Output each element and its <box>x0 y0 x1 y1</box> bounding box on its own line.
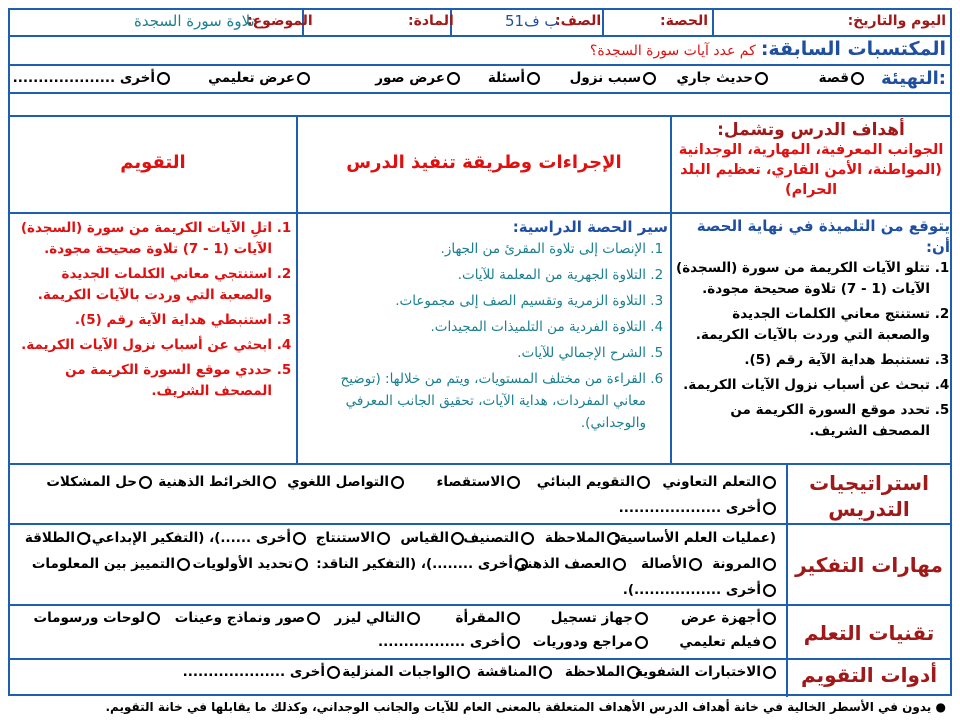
evaluation-item: 1. اتلِ الآيات الكريمة من سورة (السجدة) الآيات (1 - 7) تلاوة صحيحة مجودة. <box>14 218 272 260</box>
procedure-item: 4. التلاوة الفردية من التلميذات المجيدات. <box>304 316 646 338</box>
warmup-option[interactable]: قصة <box>819 70 864 86</box>
warmup-label: التهيئة: <box>881 68 946 89</box>
warmup-option[interactable]: عرض تعليمي <box>208 70 310 86</box>
topic-label: الموضوع: <box>247 13 313 29</box>
radio-circle-icon <box>763 584 776 597</box>
radio-circle-icon <box>293 532 306 545</box>
bullet-icon: ● <box>935 700 946 714</box>
objective-item: 2. تستنتج معاني الكلمات الجديدة والصعبة التي وردت بالآيات الكريمة. <box>676 304 930 346</box>
radio-circle-icon <box>763 502 776 515</box>
radio-circle-icon <box>507 636 520 649</box>
class-label: الصف: <box>555 13 602 29</box>
thinking-option[interactable]: الطلاقة <box>25 530 90 546</box>
objectives-title: أهداف الدرس وتشمل: <box>717 120 905 140</box>
radio-circle-icon <box>613 558 626 571</box>
radio-circle-icon <box>139 476 152 489</box>
warmup-option[interactable]: عرض صور <box>375 70 460 86</box>
objective-item: 1. تتلو الآيات الكريمة من سورة (السجدة) الآيات (1 - 7) تلاوة صحيحة مجودة. <box>676 258 930 300</box>
procedure-item: 3. التلاوة الزمرية وتقسيم الصف إلى مجموعات. <box>304 290 646 312</box>
radio-circle-icon <box>297 72 310 85</box>
radio-circle-icon <box>147 612 160 625</box>
thinking-option[interactable]: التمييز بين المعلومات <box>32 556 190 572</box>
radio-circle-icon <box>763 636 776 649</box>
technique-option[interactable]: مراجع ودوريات <box>533 634 648 650</box>
strategy-option[interactable]: التواصل اللغوي <box>287 474 404 490</box>
technique-option[interactable]: المقرأة <box>456 610 520 626</box>
warmup-option[interactable]: سبب نزول <box>570 70 656 86</box>
radio-circle-icon <box>763 612 776 625</box>
technique-option[interactable]: التالي ليزر <box>335 610 420 626</box>
objectives-list <box>676 216 950 446</box>
radio-circle-icon <box>157 72 170 85</box>
footer-note <box>106 700 947 714</box>
thinking-option[interactable]: الأصالة <box>641 556 702 572</box>
radio-circle-icon <box>507 476 520 489</box>
radio-circle-icon <box>177 558 190 571</box>
technique-option[interactable]: صور ونماذج وعينات <box>175 610 320 626</box>
procedure-item: 2. التلاوة الجهرية من المعلمة للآيات. <box>304 264 646 286</box>
radio-circle-icon <box>539 666 552 679</box>
strategies-label: استراتيجيات التدريس <box>809 471 929 521</box>
procedures-title: الإجراءات وطريقة تنفيذ الدرس <box>346 152 622 173</box>
radio-circle-icon <box>521 532 534 545</box>
radio-circle-icon <box>515 558 528 571</box>
procedure-item: 1. الإنصات إلى تلاوة المقرئ من الجهاز. <box>304 238 646 260</box>
thinking-option[interactable]: العصف الذهني <box>514 556 626 572</box>
radio-circle-icon <box>763 666 776 679</box>
thinking-option[interactable]: التصنيف <box>463 530 534 546</box>
procedures-intro: سير الحصة الدراسية: <box>512 218 668 236</box>
thinking-option[interactable]: تحديد الأولويات <box>193 556 308 572</box>
radio-circle-icon <box>377 532 390 545</box>
radio-circle-icon <box>635 612 648 625</box>
procedure-item: 6. القراءة من مختلف المستويات، ويتم من خلالها: (توضيح معاني المفردات، هداية الآيات، تحقيق الجانب المعرفي والوجداني). <box>304 368 646 434</box>
tools-label: أدوات التقويم <box>800 663 938 687</box>
radio-circle-icon <box>457 666 470 679</box>
procedure-item: 5. الشرح الإجمالي للآيات. <box>304 342 646 364</box>
tool-option[interactable]: الاختبارات الشفوية <box>635 664 776 680</box>
technique-option[interactable]: جهاز تسجيل <box>551 610 648 626</box>
tool-option[interactable]: أخرى .................... <box>183 664 340 680</box>
period-label: الحصة: <box>660 13 709 29</box>
technique-option[interactable]: فيلم تعليمي <box>679 634 776 650</box>
radio-circle-icon <box>851 72 864 85</box>
topic-value: تلاوة سورة السجدة <box>134 12 255 30</box>
radio-circle-icon <box>507 612 520 625</box>
radio-circle-icon <box>391 476 404 489</box>
evaluation-item: 4. ابحثي عن أسباب نزول الآيات الكريمة. <box>14 335 272 356</box>
warmup-option[interactable]: حديث جاري <box>676 70 768 86</box>
thinking-option[interactable]: أخرى .................). <box>623 582 776 598</box>
thinking-option[interactable]: أخرى ......)، (التفكير الإبداعي: <box>86 530 306 546</box>
strategy-option[interactable]: التعلم التعاوني <box>662 474 776 490</box>
warmup-option[interactable]: أخرى .................... <box>13 70 170 86</box>
radio-circle-icon <box>607 532 620 545</box>
radio-circle-icon <box>627 666 640 679</box>
radio-circle-icon <box>635 636 648 649</box>
evaluation-item: 5. حددي موقع السورة الكريمة من المصحف الشريف. <box>14 360 272 402</box>
radio-circle-icon <box>689 558 702 571</box>
radio-circle-icon <box>763 558 776 571</box>
thinking-option[interactable]: المرونة <box>712 556 776 572</box>
warmup-option[interactable]: أسئلة <box>488 70 540 86</box>
radio-circle-icon <box>637 476 650 489</box>
footer-note-text: يدون في الأسطر الخالية في خانة أهداف الدرس الأهداف المتعلقة بالمعنى العام للآيات والجانب الوجداني، وكذلك ما يقابلها في خانة التقويم. <box>105 700 932 714</box>
objective-item: 3. تستنبط هداية الآية رقم (5). <box>676 350 930 371</box>
objective-item: 4. تبحث عن أسباب نزول الآيات الكريمة. <box>676 375 930 396</box>
radio-circle-icon <box>643 72 656 85</box>
strategy-option[interactable]: الاستقصاء <box>437 474 520 490</box>
tool-option[interactable]: المناقشة <box>477 664 552 680</box>
radio-circle-icon <box>295 558 308 571</box>
radio-circle-icon <box>755 72 768 85</box>
technique-option[interactable]: أخرى ................. <box>378 634 520 650</box>
thinking-option[interactable]: أخرى ........)، (التفكير الناقد: <box>316 556 528 572</box>
prior-knowledge-question: كم عدد آيات سورة السجدة؟ <box>589 43 756 59</box>
class-value: 5ب ف1 <box>505 12 559 30</box>
thinking-label: مهارات التفكير <box>795 553 943 577</box>
strategy-option[interactable]: حل المشكلات <box>46 474 152 490</box>
strategy-option[interactable]: الخرائط الذهنية <box>158 474 276 490</box>
radio-circle-icon <box>77 532 90 545</box>
objectives-header <box>676 120 946 200</box>
thinking-option[interactable]: الاستنتاج <box>316 530 390 546</box>
radio-circle-icon <box>327 666 340 679</box>
radio-circle-icon <box>527 72 540 85</box>
prior-knowledge-label: المكتسبات السابقة: <box>760 38 946 60</box>
thinking-prefix: (عمليات العلم الأساسية: <box>613 530 776 546</box>
strategy-option[interactable]: أخرى .................... <box>619 500 776 516</box>
objectives-subtitle: الجوانب المعرفية، المهارية، الوجدانية (المواطنة، الأمن القاري، تعظيم البلد الحرام) <box>678 142 944 198</box>
evaluation-item: 2. استنتجي معاني الكلمات الجديدة والصعبة التي وردت بالآيات الكريمة. <box>14 264 272 306</box>
techniques-label: تقنيات التعلم <box>803 621 935 645</box>
technique-option[interactable]: أجهزة عرض <box>681 610 776 626</box>
subject-label: المادة: <box>408 13 454 29</box>
date-label: اليوم والتاريخ: <box>847 13 946 29</box>
tool-option[interactable]: الواجبات المنزلية <box>342 664 470 680</box>
objectives-intro: يتوقع من التلميذة في نهاية الحصة أن: <box>696 217 950 256</box>
thinking-option[interactable]: القياس <box>400 530 464 546</box>
evaluation-list <box>14 218 292 406</box>
radio-circle-icon <box>451 532 464 545</box>
radio-circle-icon <box>307 612 320 625</box>
thinking-option[interactable]: الملاحظة <box>545 530 620 546</box>
radio-circle-icon <box>447 72 460 85</box>
radio-circle-icon <box>763 476 776 489</box>
radio-circle-icon <box>263 476 276 489</box>
objective-item: 5. تحدد موقع السورة الكريمة من المصحف الشريف. <box>676 400 930 442</box>
tool-option[interactable]: الملاحظة <box>565 664 640 680</box>
evaluation-title: التقويم <box>120 152 186 173</box>
strategy-option[interactable]: التقويم البنائي <box>537 474 650 490</box>
technique-option[interactable]: لوحات ورسومات <box>34 610 161 626</box>
prior-knowledge <box>590 38 946 60</box>
radio-circle-icon <box>407 612 420 625</box>
procedures-list <box>304 216 668 438</box>
evaluation-item: 3. استنبطي هداية الآية رقم (5). <box>14 310 272 331</box>
